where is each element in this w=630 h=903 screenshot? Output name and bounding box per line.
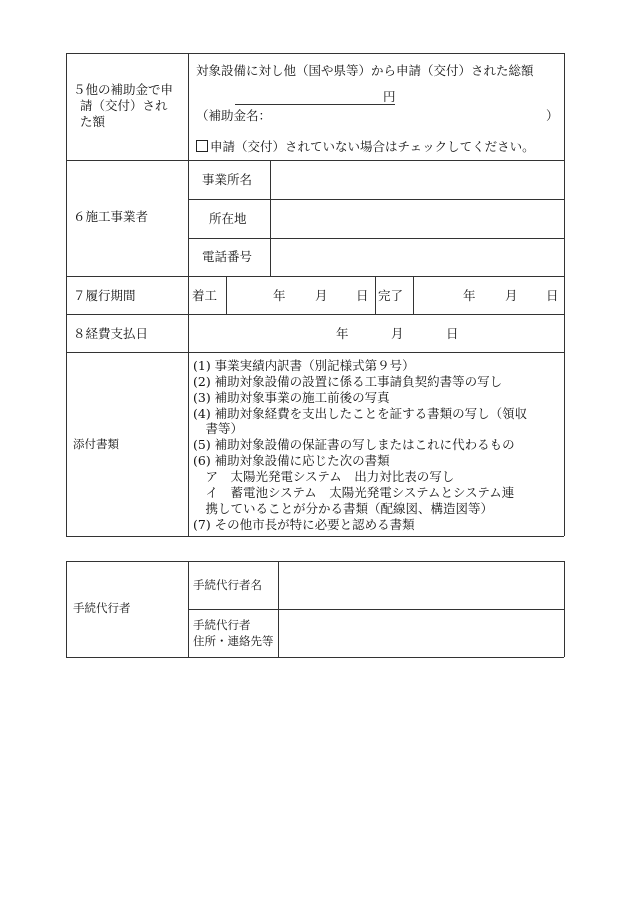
office-name-field[interactable] [271,161,563,199]
attachment-item: 書等） [193,421,244,436]
agent-label: 手続代行者 [73,601,131,615]
attachment-item: (5) 補助対象設備の保証書の写しまたはこれに代わるもの [193,437,515,452]
agent-address-label-line1: 手続代行者 [193,618,251,632]
agent-address-field[interactable] [279,610,563,657]
attachments-label: 添付書類 [73,437,119,451]
start-month: 月 [315,288,328,303]
payment-day: 日 [446,326,459,341]
address-field[interactable] [271,200,563,238]
end-year: 年 [463,288,476,303]
subsidy-name-close: ） [546,108,559,123]
office-name-label: 事業所名 [202,172,253,187]
row7-label: ７履行期間 [73,288,136,303]
end-label: 完了 [378,288,404,303]
row5-label-line2: 請（交付）され [80,98,168,113]
attachment-item: (4) 補助対象経費を支出したことを証する書類の写し（領収 [193,406,528,421]
agent-name-label: 手続代行者名 [193,578,262,592]
no-subsidy-checkbox-label: 申請（交付）されていない場合はチェックしてください。 [210,139,535,154]
attachment-item: (7) その他市長が特に必要と認める書類 [193,517,415,532]
attachment-item: 携していることが分かる書類（配線図、構造図等） [193,501,494,516]
row6-label: ６施工事業者 [73,209,149,224]
amount-underline [235,104,395,105]
phone-field[interactable] [271,239,563,276]
phone-label: 電話番号 [202,249,253,264]
end-day: 日 [546,288,559,303]
attachment-item: (6) 補助対象設備に応じた次の書類 [193,453,390,468]
attachment-item: イ 蓄電池システム 太陽光発電システムとシステム連 [193,485,515,500]
attachment-item: (1) 事業実績内訳書（別記様式第９号） [193,358,415,373]
agent-address-label-line2: 住所・連絡先等 [193,634,274,648]
other-subsidy-description: 対象設備に対し他（国や県等）から申請（交付）された総額 [196,63,534,78]
subsidy-name-label: （補助金名： [196,108,272,123]
start-day: 日 [356,288,369,303]
yen-unit: 円 [383,89,396,104]
attachment-item: (2) 補助対象設備の設置に係る工事請負契約書等の写し [193,374,503,389]
end-month: 月 [505,288,518,303]
start-label: 着工 [192,288,218,303]
agent-name-field[interactable] [279,562,563,609]
no-subsidy-checkbox[interactable] [196,140,208,152]
row5-label-line1: ５他の補助金で申 [73,82,174,97]
payment-month: 月 [391,326,404,341]
no-subsidy-check-row [196,138,535,155]
start-year: 年 [273,288,286,303]
address-label: 所在地 [209,211,247,226]
row5-label-line3: た額 [80,114,106,129]
attachment-item: (3) 補助対象事業の施工前後の写真 [193,390,390,405]
row8-label: ８経費支払日 [73,326,149,341]
attachment-item: ア 太陽光発電システム 出力対比表の写し [193,469,455,484]
payment-year: 年 [336,326,349,341]
